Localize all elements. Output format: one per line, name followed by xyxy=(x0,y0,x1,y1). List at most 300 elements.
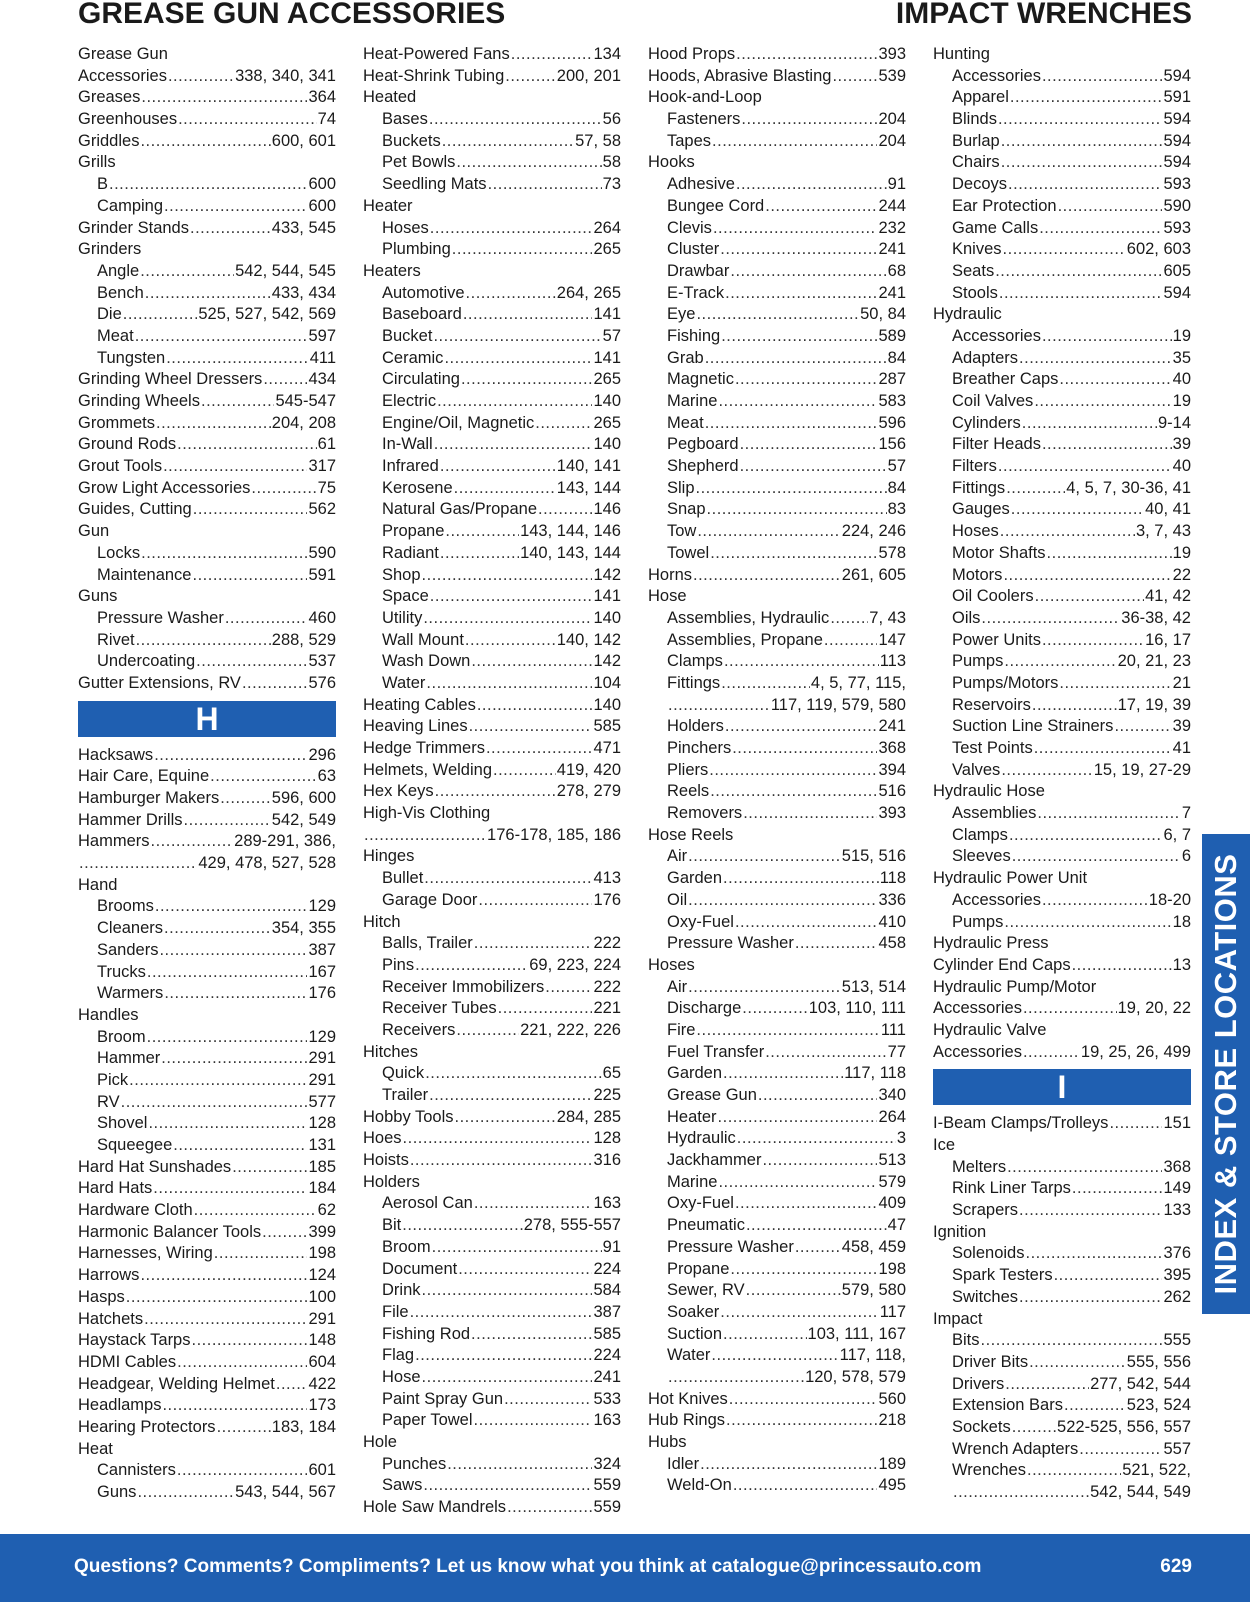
index-entry xyxy=(78,1200,336,1222)
dot-leader xyxy=(144,1309,307,1331)
page-reference: 409 xyxy=(878,1194,906,1213)
index-entry xyxy=(648,955,906,977)
index-subentry xyxy=(78,283,336,305)
index-term: Assemblies xyxy=(952,804,1037,823)
index-term: Grease Gun xyxy=(667,1086,757,1104)
index-term: Headgear, Welding Helmet xyxy=(78,1374,275,1393)
index-subentry xyxy=(363,1215,621,1237)
dot-leader xyxy=(1064,1395,1126,1417)
index-subentry xyxy=(78,940,336,962)
index-subentry xyxy=(78,1482,336,1504)
index-term: Coil Valves xyxy=(952,392,1034,410)
page-reference: 585 xyxy=(593,717,621,736)
index-term: Accessories xyxy=(78,66,167,85)
dot-leader xyxy=(999,283,1163,305)
dot-leader xyxy=(168,66,234,88)
page-reference: 41, 42 xyxy=(1145,587,1191,606)
index-entry xyxy=(363,846,621,868)
index-term: Ice xyxy=(933,1136,956,1154)
index-subentry xyxy=(933,348,1191,370)
index-term: Assemblies, Propane xyxy=(667,630,823,649)
index-entry xyxy=(78,1352,336,1374)
page-number: 629 xyxy=(1160,1556,1192,1577)
page-reference: 542, 544, 549 xyxy=(1090,1483,1191,1501)
index-subentry xyxy=(648,456,906,478)
dot-leader xyxy=(1029,1352,1126,1374)
index-entry xyxy=(363,695,621,717)
dot-leader xyxy=(1054,1265,1163,1287)
dot-leader xyxy=(1042,66,1163,88)
dot-leader xyxy=(1019,1287,1162,1309)
dot-leader xyxy=(725,283,877,305)
index-term: Hydraulic Press xyxy=(933,934,1049,953)
index-term: Saws xyxy=(382,1476,423,1495)
index-term: Quick xyxy=(382,1064,425,1083)
dot-leader xyxy=(447,1454,592,1476)
dot-leader xyxy=(192,565,307,587)
index-subentry xyxy=(933,846,1191,868)
index-term: Paint Spray Gun xyxy=(382,1389,504,1408)
dot-leader xyxy=(166,348,309,370)
index-term: Grow Light Accessories xyxy=(78,478,251,497)
dot-leader xyxy=(220,788,271,810)
index-subentry xyxy=(363,326,621,348)
index-entry xyxy=(78,1157,336,1179)
dot-leader xyxy=(156,413,271,435)
index-subentry xyxy=(933,1417,1191,1439)
page-reference: 120, 578, 579 xyxy=(805,1367,906,1386)
page-reference: 151 xyxy=(1163,1114,1191,1133)
dot-leader xyxy=(1023,1042,1080,1064)
dot-leader xyxy=(440,543,519,565)
index-term: Extension Bars xyxy=(952,1396,1063,1415)
dot-leader xyxy=(1022,413,1157,435)
index-entry xyxy=(933,1222,1191,1244)
index-subentry xyxy=(648,326,906,348)
index-subentry xyxy=(78,174,336,196)
index-subentry xyxy=(648,196,906,218)
page-reference: 141 xyxy=(593,348,621,367)
index-entry xyxy=(78,1374,336,1396)
index-term: Fasteners xyxy=(667,110,741,129)
dot-leader xyxy=(668,695,770,717)
page-reference: 241 xyxy=(593,1367,621,1386)
index-term: Bit xyxy=(382,1216,402,1235)
index-term: Cylinder End Caps xyxy=(933,955,1071,974)
page-reference: 495 xyxy=(878,1476,906,1495)
index-term: Wrench Adapters xyxy=(952,1439,1079,1458)
dot-leader xyxy=(710,781,877,803)
page-reference: 141 xyxy=(593,587,621,606)
index-entry xyxy=(78,875,336,897)
index-subentry xyxy=(648,109,906,131)
index-subentry xyxy=(933,369,1191,391)
index-entry xyxy=(933,1020,1191,1042)
index-term: Motors xyxy=(952,565,1003,584)
page-reference: 21 xyxy=(1172,673,1191,692)
dot-leader xyxy=(465,630,556,652)
dot-leader xyxy=(434,434,593,456)
index-subentry xyxy=(933,218,1191,240)
index-term: Oil xyxy=(667,890,688,909)
index-entry xyxy=(78,66,336,88)
page-reference: 16, 17 xyxy=(1145,630,1191,649)
index-term: Hydraulic Hose xyxy=(933,782,1045,801)
index-term: Clamps xyxy=(952,825,1008,844)
dot-leader xyxy=(477,695,593,717)
index-term: Horns xyxy=(648,565,693,584)
page-reference: 198 xyxy=(308,1244,336,1263)
index-term: Air xyxy=(667,977,688,996)
index-entry xyxy=(78,586,336,608)
index-subentry xyxy=(933,1460,1191,1482)
dot-leader xyxy=(511,44,593,66)
index-subentry xyxy=(648,1150,906,1172)
index-term: Hardware Cloth xyxy=(78,1201,193,1220)
index-term: Paper Towel xyxy=(382,1411,473,1430)
dot-leader xyxy=(1025,1243,1162,1265)
index-term: Hole Saw Mandrels xyxy=(363,1498,507,1517)
index-entry xyxy=(78,1439,336,1461)
index-term: Helmets, Welding xyxy=(363,760,492,779)
page-reference: 429, 478, 527, 528 xyxy=(198,854,336,873)
index-subentry xyxy=(648,1475,906,1497)
index-term: I-Beam Clamps/Trolleys xyxy=(933,1114,1109,1133)
index-term: Hinges xyxy=(363,847,415,866)
index-term: Gutter Extensions, RV xyxy=(78,673,241,692)
index-subentry xyxy=(363,1302,621,1324)
dot-leader xyxy=(1005,1374,1089,1396)
dot-leader xyxy=(1042,890,1148,912)
index-term: Burlap xyxy=(952,131,1000,150)
page-reference: 18 xyxy=(1172,912,1191,931)
index-term: Filter Heads xyxy=(952,435,1041,454)
index-term: Punches xyxy=(382,1454,447,1473)
index-entry xyxy=(363,1128,621,1150)
index-subentry xyxy=(933,87,1191,109)
dot-leader xyxy=(711,1345,838,1367)
index-term: Driver Bits xyxy=(952,1352,1029,1371)
index-subentry xyxy=(78,651,336,673)
page-reference: 368 xyxy=(878,739,906,757)
index-term: Handles xyxy=(78,1005,139,1024)
index-subentry xyxy=(933,1265,1191,1287)
dot-leader xyxy=(718,391,877,413)
index-subentry xyxy=(933,499,1191,521)
index-term: Infrared xyxy=(382,457,439,476)
index-subentry xyxy=(648,261,906,283)
index-subentry xyxy=(648,1215,906,1237)
index-term: Locks xyxy=(97,543,141,562)
page-reference: 600 xyxy=(308,175,336,194)
dot-leader xyxy=(193,499,308,521)
dot-leader xyxy=(729,1389,878,1411)
index-term: Reels xyxy=(667,782,710,801)
page-reference: 156 xyxy=(878,435,906,454)
index-term: Heater xyxy=(363,196,413,215)
index-term: Grills xyxy=(78,153,116,172)
page-reference: 555, 556 xyxy=(1126,1352,1191,1371)
index-term: Hamburger Makers xyxy=(78,789,220,807)
dot-leader xyxy=(720,1302,878,1324)
index-term: Guides, Cutting xyxy=(78,500,192,519)
dot-leader xyxy=(463,304,593,326)
dot-leader xyxy=(1006,478,1065,500)
index-subentry xyxy=(363,1280,621,1302)
dot-leader xyxy=(736,44,877,66)
dot-leader xyxy=(109,174,307,196)
dot-leader xyxy=(688,846,841,868)
section-side-tab xyxy=(1202,834,1250,1314)
index-term: Hearing Protectors xyxy=(78,1417,216,1436)
index-term: Heat xyxy=(78,1439,113,1458)
page-reference: 198 xyxy=(878,1259,906,1278)
index-subentry xyxy=(648,1172,906,1194)
index-term: Heated xyxy=(363,88,417,107)
index-term: Marine xyxy=(667,392,718,410)
dot-leader xyxy=(422,1280,593,1302)
index-term: Accessories xyxy=(952,890,1041,909)
page-reference: 364 xyxy=(308,88,336,107)
index-entry xyxy=(78,218,336,240)
page-reference: 539 xyxy=(878,66,906,85)
dot-leader xyxy=(445,521,519,543)
index-subentry xyxy=(78,962,336,984)
index-term: Adhesive xyxy=(667,175,735,194)
index-subentry xyxy=(363,499,621,521)
page-reference: 22 xyxy=(1172,565,1191,584)
dot-leader xyxy=(474,933,593,955)
index-term: Accessories xyxy=(933,999,1022,1018)
index-subentry xyxy=(933,716,1191,738)
page-reference: 84 xyxy=(887,348,906,367)
index-term: Magnetic xyxy=(667,370,734,389)
index-subentry xyxy=(363,933,621,955)
dot-leader xyxy=(194,1200,317,1222)
page-reference: 19, 20, 22 xyxy=(1117,999,1191,1018)
dot-leader xyxy=(742,998,807,1020)
index-term: Shepherd xyxy=(667,457,739,476)
page-reference: 19, 25, 26, 499 xyxy=(1080,1042,1191,1061)
index-term: Accessories xyxy=(952,326,1041,345)
index-term: Propane xyxy=(667,1259,730,1278)
index-term: Hose xyxy=(648,587,687,606)
index-term: Discharge xyxy=(667,999,742,1018)
index-subentry xyxy=(933,152,1191,174)
page-reference: 368 xyxy=(1163,1157,1191,1176)
dot-leader xyxy=(732,738,877,760)
index-subentry xyxy=(933,261,1191,283)
index-term: Hole xyxy=(363,1433,397,1451)
index-subentry xyxy=(648,716,906,738)
index-subentry xyxy=(363,131,621,153)
index-subentry xyxy=(363,1193,621,1215)
page-reference: 140 xyxy=(593,695,621,714)
index-term: HDMI Cables xyxy=(78,1352,177,1371)
index-term: Hair Care, Equine xyxy=(78,767,210,786)
index-term: Ground Rods xyxy=(78,435,177,454)
page-reference: 525, 527, 542, 569 xyxy=(198,305,336,324)
index-term: Hose Reels xyxy=(648,825,734,844)
dot-leader xyxy=(1004,912,1171,934)
dot-leader xyxy=(735,1193,878,1215)
page-reference: 265 xyxy=(593,413,621,432)
index-subentry xyxy=(648,760,906,782)
page-reference: 62 xyxy=(317,1201,336,1220)
index-term: Hood Props xyxy=(648,45,736,63)
index-subentry xyxy=(933,673,1191,695)
index-subentry xyxy=(648,1367,906,1389)
index-term: Angle xyxy=(97,261,140,280)
dot-leader xyxy=(217,1417,271,1439)
index-subentry xyxy=(933,630,1191,652)
index-entry xyxy=(363,1150,621,1172)
index-term: Assemblies, Hydraulic xyxy=(667,608,830,627)
dot-leader xyxy=(129,1070,307,1092)
page-reference: 597 xyxy=(308,326,336,345)
index-subentry xyxy=(933,326,1191,348)
dot-leader xyxy=(147,962,308,984)
page-reference: 4, 5, 77, 115, xyxy=(810,673,906,692)
page-reference: 65 xyxy=(602,1064,621,1083)
index-term: Snap xyxy=(667,500,706,519)
index-term: Pressure Washer xyxy=(667,934,794,953)
page-reference: 265 xyxy=(593,370,621,389)
page-reference: 600, 601 xyxy=(271,131,336,150)
index-term: Switches xyxy=(952,1287,1019,1306)
index-subentry xyxy=(648,434,906,456)
page-reference: 585 xyxy=(593,1324,621,1343)
index-entry xyxy=(78,1243,336,1265)
index-subentry xyxy=(648,521,906,543)
index-term: Shovel xyxy=(97,1114,148,1133)
index-term: Breather Caps xyxy=(952,370,1059,389)
dot-leader xyxy=(758,1085,878,1107)
dot-leader xyxy=(225,608,308,630)
index-entry xyxy=(933,868,1191,890)
index-term: Hasps xyxy=(78,1287,125,1306)
index-entry xyxy=(78,788,336,810)
index-term: Oxy-Fuel xyxy=(667,912,734,931)
dot-leader xyxy=(1042,434,1172,456)
page-reference: 140, 141 xyxy=(556,457,621,476)
dot-leader xyxy=(1004,651,1116,673)
index-term: Grinder Stands xyxy=(78,218,189,237)
dot-leader xyxy=(1003,239,1126,261)
index-subentry xyxy=(648,1042,906,1064)
index-entry xyxy=(363,912,621,934)
page-reference: 579 xyxy=(878,1172,906,1191)
index-term: Greases xyxy=(78,88,141,107)
index-term: Cannisters xyxy=(97,1461,176,1480)
index-entry xyxy=(363,196,621,218)
index-subentry xyxy=(363,521,621,543)
page-reference: 542, 544, 545 xyxy=(235,261,336,280)
index-term: Receivers xyxy=(382,1020,456,1039)
index-term: Trailer xyxy=(382,1086,429,1104)
page-reference: 278, 279 xyxy=(556,782,621,801)
page-reference: 57 xyxy=(887,457,906,476)
page-reference: 61 xyxy=(317,435,336,454)
page-reference: 577 xyxy=(308,1092,336,1111)
dot-leader xyxy=(242,673,308,695)
dot-leader xyxy=(1027,1460,1121,1482)
index-subentry xyxy=(78,630,336,652)
index-term: Sanders xyxy=(97,940,159,959)
page-reference: 56 xyxy=(602,110,621,129)
dot-leader xyxy=(422,565,593,587)
index-term: Impact xyxy=(933,1309,983,1328)
page-reference: 537 xyxy=(308,652,336,671)
index-term: Pumps xyxy=(952,652,1004,671)
index-term: Ignition xyxy=(933,1222,987,1241)
index-term: Hacksaws xyxy=(78,745,154,764)
dot-leader xyxy=(995,261,1162,283)
dot-leader xyxy=(697,521,840,543)
index-entry xyxy=(78,391,336,413)
dot-leader xyxy=(1059,673,1171,695)
index-term: Grease Gun xyxy=(78,45,168,63)
index-subentry xyxy=(648,1085,906,1107)
page-reference: 316 xyxy=(593,1151,621,1170)
dot-leader xyxy=(1114,716,1171,738)
index-term: Hedge Trimmers xyxy=(363,739,485,757)
index-term: Automotive xyxy=(382,283,465,302)
index-column-3 xyxy=(648,44,906,1497)
page-reference: 142 xyxy=(593,565,621,584)
index-subentry xyxy=(933,1352,1191,1374)
index-entry xyxy=(78,131,336,153)
dot-leader xyxy=(141,87,307,109)
page-reference: 241 xyxy=(878,240,906,259)
dot-leader xyxy=(455,1107,556,1129)
dot-leader xyxy=(276,1374,308,1396)
side-tab-label: INDEX & STORE LOCATIONS xyxy=(1208,853,1243,1295)
index-entry xyxy=(78,766,336,788)
page-reference: 545-547 xyxy=(275,392,336,410)
index-term: Grommets xyxy=(78,413,156,432)
dot-leader xyxy=(488,174,602,196)
index-subentry xyxy=(648,608,906,630)
index-term: Drink xyxy=(382,1281,421,1300)
page-reference: 411 xyxy=(309,348,336,367)
index-subentry xyxy=(648,1324,906,1346)
index-term: Cleaners xyxy=(97,919,164,938)
index-term: Fire xyxy=(667,1020,696,1039)
index-column-2 xyxy=(363,44,621,1519)
index-subentry xyxy=(363,348,621,370)
page-reference: 594 xyxy=(1163,283,1191,302)
page-reference: 133 xyxy=(1163,1201,1191,1220)
dot-leader xyxy=(1042,630,1144,652)
dot-leader xyxy=(724,651,879,673)
index-subentry xyxy=(363,868,621,890)
dot-leader xyxy=(832,66,877,88)
dot-leader xyxy=(696,1020,879,1042)
page-reference: 224, 246 xyxy=(841,522,906,541)
dot-leader xyxy=(1059,369,1171,391)
index-term: Hammer Drills xyxy=(78,810,183,829)
dot-leader xyxy=(1010,87,1163,109)
dot-leader xyxy=(535,413,592,435)
index-term: Knives xyxy=(952,240,1002,259)
dot-leader xyxy=(709,760,877,782)
dot-leader xyxy=(214,1243,308,1265)
index-term: Accessories xyxy=(933,1042,1022,1061)
page-reference: 19 xyxy=(1172,392,1191,410)
index-term: Accessories xyxy=(952,66,1041,85)
index-term: Sleeves xyxy=(952,847,1011,866)
